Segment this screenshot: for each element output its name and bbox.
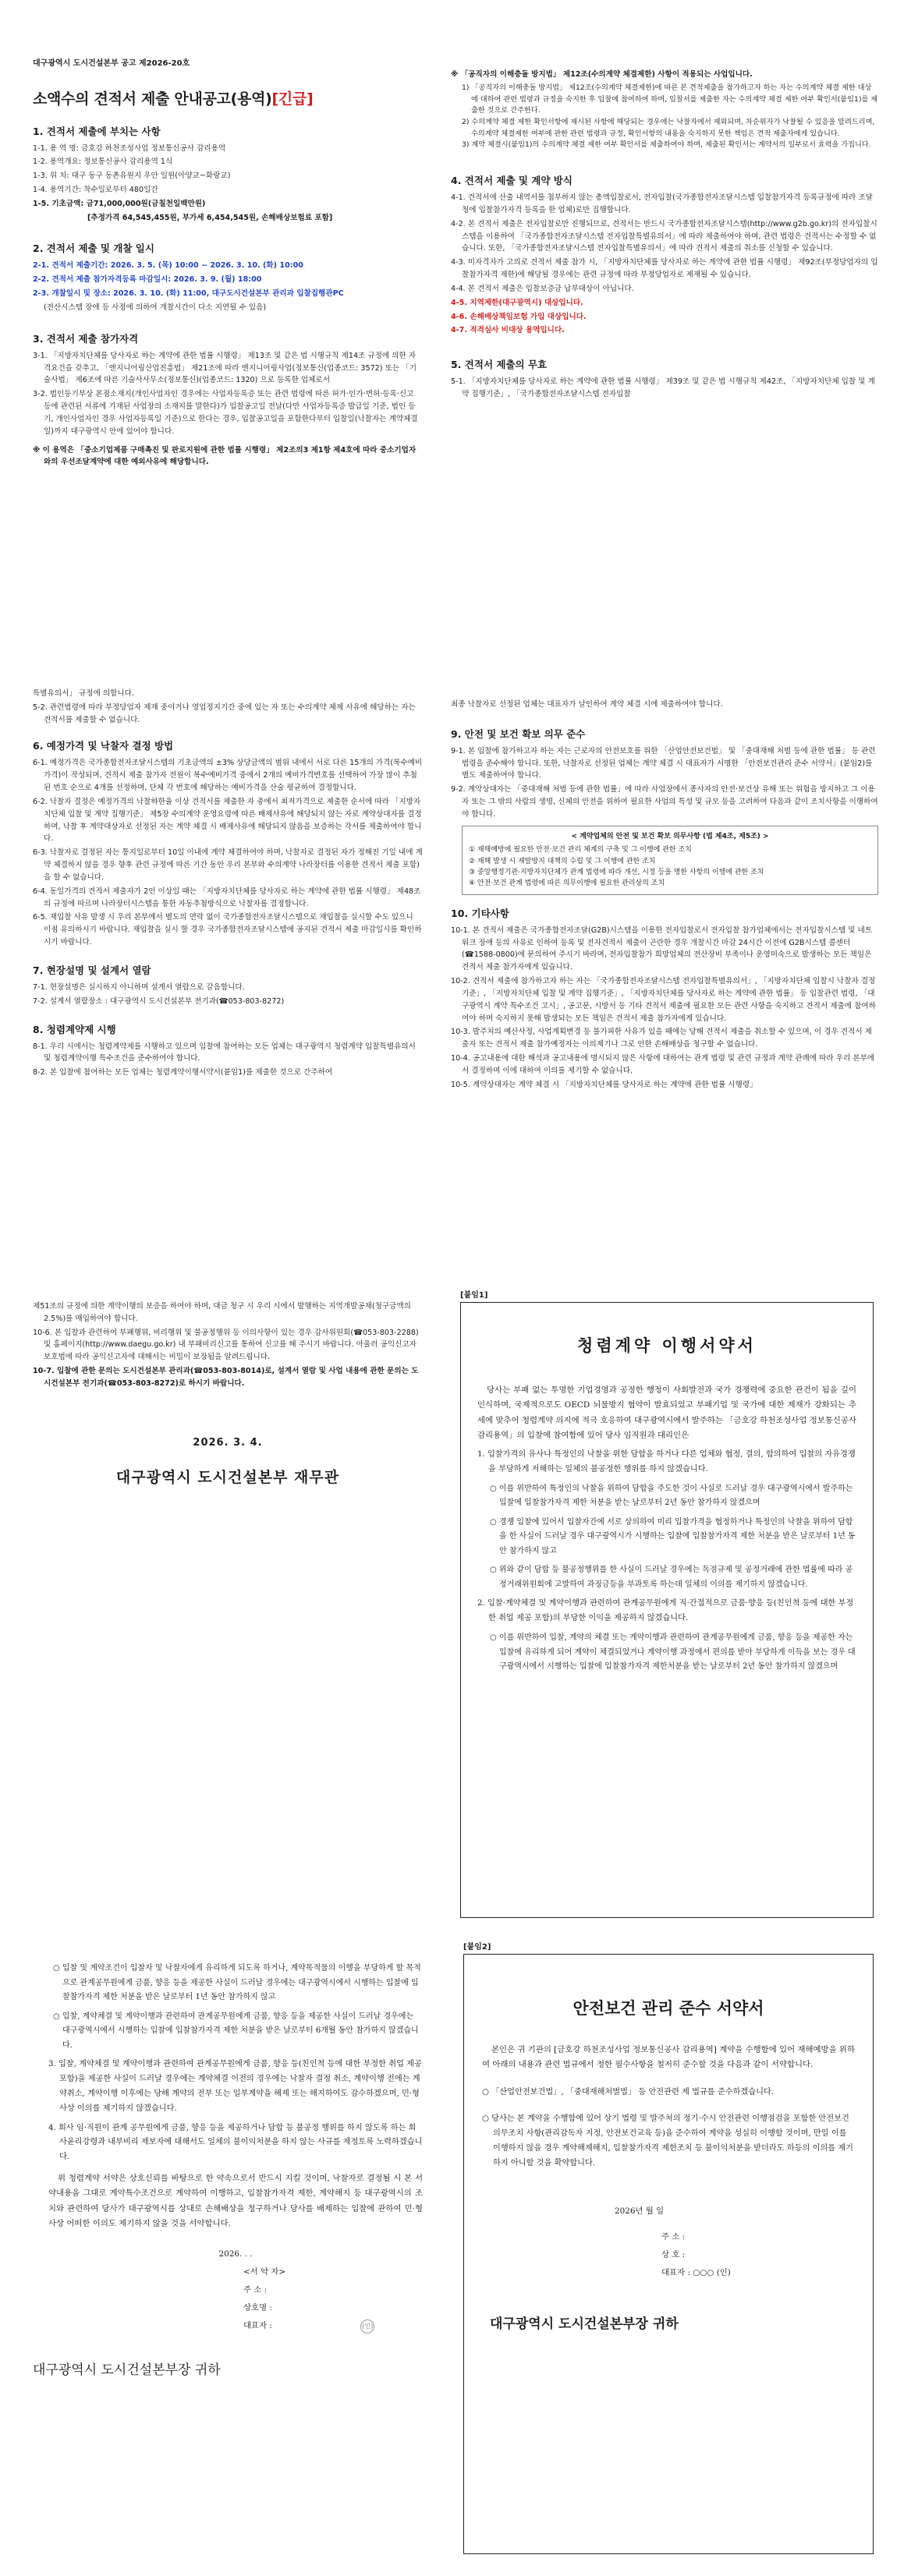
safety-pledge-item: ○ 당사는 본 계약을 수행함에 있어 상기 법령 및 발주처의 정기·수시 안전관련 이행점검을 포함한 안전보건 의무조치 사항(관리감독자 지정, 안전보건교육 등)을 준수하여 계약을 성실히 이행할 것이며, 만일 이를 이행하지 않을 경우 계약해제해지, 입찰참가자격 제한조치 등 불이익처분을 받더라도 하등의 이의를 제기하지 아니할 것을 확약합니다.	[482, 2114, 854, 2167]
section9-item: 9-1. 본 입찰에 참가하고자 하는 자는 근로자의 안전보호를 위한 「산업안전보건법」 및 「중대재해 처벌 등에 관한 법률」 등 관련 법령을 준수해야 합니다. 또한, 낙찰자로 선정된 업체는 계약 체결 시 대표자가 서명한 「안전보건관리 준수 서약서」(붙임2)를 별도 제출하여야 합니다.	[451, 746, 876, 780]
section4-item: 4-3. 미자격자가 고의로 견적서 제출 참가 시, 「지방자치단체를 당사자로 하는 계약에 관한 법률 시행령」 제92조(부정당업자의 입찰참가자격 제한)에 해당될 경우에는 관련 규정에 따라 부정당업자로 제재될 수 있습니다.	[451, 258, 878, 280]
page2-continuation: 특별유의서」 규정에 의합니다.	[33, 689, 134, 698]
section3-heading: 3. 견적서 제출 참가자격	[33, 332, 139, 345]
integrity-pledge-body	[477, 1324, 856, 1675]
section10-heading: 10. 기타사항	[451, 907, 509, 919]
section6-item: 6-3. 낙찰자로 결정된 자는 통지일로부터 10일 이내에 계약 체결하여야 하며, 낙찰자로 결정된 자가 정해진 기일 내에 계약 체결하지 않을 경우 향후 관련 규정에 따른 기간 동안 우리 본부와 수의계약 나라장터를 이용한 견적서 제출 포함)을 할 수 없습니다.	[33, 848, 423, 882]
safety-box-header: < 계약업체의 안전 및 보건 확보 의무사항 (법 제4조, 제5조) >	[571, 832, 769, 840]
safety-signer-rep: 대표자 : ○○○ (인)	[661, 2267, 731, 2277]
doc-number: 대구광역시 도시건설본부 공고 제2026-20호	[33, 59, 190, 68]
integrity-pledge-closing: 위 청렴계약 서약은 상호신뢰를 바탕으로 한 약속으로서 반드시 지킬 것이며, 낙찰자로 결정될 시 본 서약내용을 그대로 계약특수조건으로 계약하여 이행하고, 입찰참가자격 제한, 계약해지 등 대구광역시의 조치와 관련하여 당사가 대구광역시를 상대로 손해배상을 청구하거나 당사를 배제하는 입찰에 관하여 민·형사상 어떠한 이의도 제기하지 않을 것을 서약합니다.	[48, 2174, 423, 2228]
pledge-signer-title: <서 약 자>	[243, 2267, 286, 2277]
safety-box-line: ④ 안전·보건 관계 법령에 따른 의무이행에 필요한 관리상의 조치	[469, 879, 665, 888]
page4-right-column	[463, 1940, 874, 2333]
integrity-pledge-sub: ○ 입찰, 계약체결 및 계약이행과 관련하여 관계공무원에게 금품, 향응 등을 제공한 사실이 드러날 경우에는 대구광역시에서 시행하는 입찰에 입찰참가자격 제한 처분을 받은 날로부터 6개월 동안 참가하지 않겠습니다.	[53, 2012, 419, 2050]
section10-item: 10-3. 발주처의 예산사정, 사업계획변경 등 불가피한 사유가 있을 때에는 당해 견적서 제출을 취소할 수 있으며, 이 경우 견적서 제출자 또는 견적서 제출 참가예정자는 이의제기나 그로 인한 손해배상을 청구할 수 없습니다.	[451, 1028, 872, 1049]
section2-line: 2-1. 견적서 제출기간: 2026. 3. 5. (목) 10:00 ~ 2026. 3. 10. (화) 10:00	[33, 261, 303, 271]
section1-line: 1-1. 용 역 명: 금호강 하천조성사업 정보통신공사 감리용역	[33, 143, 226, 153]
page3-right-column	[460, 1288, 874, 1671]
base-price: 1-5. 기초금액: 금71,000,000원(금칠천일백만원)	[33, 199, 206, 208]
section3-notice: ※ 이 용역은 「중소기업제품 구매촉진 및 판로지원에 관한 법률 시행령」 제2조의3 제1항 제4호에 따라 중소기업자와의 우선조달계약에 대한 예외사유에 해당합니다.	[33, 445, 417, 467]
integrity-pledge-sub: ○ 입찰 및 계약조건이 입찰자 및 낙찰자에게 유리하게 되도록 하거나, 계약목적물의 이행을 부당하게 할 목적으로 관계공무원에게 금품, 향응 등을 제공한 사실이 드러날 경우에는 대구광역시에서 시행하는 입찰에 입찰참가자격 제한 처분을 받은 날로부터 1년 동안 참가하지 않고	[53, 1964, 421, 2001]
pledge-signer-rep	[243, 2317, 423, 2335]
safety-signer-block	[661, 2228, 855, 2282]
safety-pledge-intro: 본인은 귀 기관의 [금호강 하천조성사업 정보통신공사 감리용역] 계약을 수행함에 있어 재해예방을 위하여 아래의 내용과 관련 법규에서 정한 필수사항을 철저히 준수할 것을 다음과 같이 서약합니다.	[482, 2045, 856, 2070]
section7-item: 7-1. 현장설명은 실시하지 아니하며 설계서 열람으로 갈음합니다.	[33, 982, 245, 992]
pledge-signer-address: 주 소 :	[243, 2284, 268, 2295]
integrity-pledge-sub: ○ 이를 위반하여 특정인의 낙찰을 위하여 담합을 주도한 것이 사실로 드러날 경우 대구광역시에서 발주하는 입찰에 입찰참가자격 제한 처분을 받는 날로부터 2년 동안 참가하지 않겠으며	[490, 1484, 853, 1508]
safety-pledge-title: 안전보건 관리 준수 서약서	[572, 1999, 764, 2018]
integrity-pledge-sub: ○ 이를 위반하여 입찰, 계약의 체결 또는 계약이행과 관련하여 관계공무원에게 금품, 향응 등을 제공한 자는 입찰에 유리하게 되어 계약이 체결되었거나 계약이행 과정에서 편의를 받아 부당하게 이득을 보는 경우 대구광역시에서 시행하는 입찰에 입찰참가자격 제한처분을 받는 날로부터 2년 동안 참가하지 않겠으며	[490, 1633, 856, 1671]
page1-left-column	[33, 58, 423, 470]
page3-left-column	[33, 1300, 423, 1487]
section9-heading: 9. 안전 및 보건 확보 의무 준수	[451, 727, 586, 740]
section6-item: 6-5. 재입찰 사유 발생 시 우리 본부에서 별도의 연락 없이 국가종합전자조달시스템으로 재입찰을 실시할 수도 있으니 이점 유의하시기 바랍니다. 재입찰을 실시 할 경우 국가종합전자조달시스템에 공지된 견적서 제출 마감일시를 확인하시기 바랍니다.	[33, 913, 422, 947]
section10-item: 10-4. 공고내용에 대한 해석과 공고내용에 명시되지 않은 사항에 대하여는 관계 법령 및 관련 규정과 계약 관례에 따라 우리 본부에서 결정하며 이에 대하여 이의를 제기할 수 없습니다.	[451, 1054, 875, 1075]
notice-issuer: 대구광역시 도시건설본부 재무관	[115, 1468, 340, 1486]
section10-item: 10-6. 본 입찰과 관련하여 부패행위, 비리행위 및 불공정행위 등 이의사항이 있는 경우 감사위원회(☎053-803-2288) 및 홈페이지(http://www.daegu.go.kr) 내 부패비리신고를 통하여 신고를 해 주시기 바랍니다. 아울러 공익신고자보호법에 따라 공익신고자에 대해서는 비밀이 보장됨을 알려드립니다.	[33, 1328, 419, 1362]
integrity-pledge-intro: 당사는 부패 없는 투명한 기업경영과 공정한 행정이 사회발전과 국가 경쟁력에 중요한 관건이 됨을 깊이 인식하며, 국제적으로도 OECD 뇌물방지 협약이 발효되었고 부패기업 및 국가에 대한 제재가 강화되는 추세에 맞추어 청렴계약 의지에 적극 호응하여 대구광역시에서 발주하는 「금호강 하천조성사업 정보통신공사 감리용역」의 입찰에 참여함에 있어 당사 임직원과 대리인은	[477, 1385, 856, 1440]
integrity-pledge-item-2: 2. 입찰·계약체결 및 계약이행과 관련하여 관계공무원에게 직·간접적으로 금품·향응 등(친인척 등에 대한 부정한 취업 제공 포함)의 부당한 이익을 제공하지 않겠습니다.	[477, 1599, 854, 1623]
section4-red-item: 4-7. 적격심사 비대상 용역입니다.	[451, 326, 565, 335]
section3-item: 3-2. 법인등기부상 본점소재지(개인사업자인 경우에는 사업자등록증 또는 관련 법령에 따른 허가·인가·면허·등록·신고 등에 관련된 서류에 기재된 사업장의 소재지를 말한다)가 입찰공고일 전날(다만 사업자등록증 발급일 기준, 법인 등기, 개인사업자인 경우 사업자등록일 기준)으로 한다는 경우, 입찰공고일을 포함한다부터 입찰일(낙찰자는 계약체결일)까지 대구광역시 안에 있어야 합니다.	[33, 390, 418, 436]
section1-line: 1-4. 용역기간: 착수일로부터 480일간	[33, 185, 158, 194]
integrity-pledge-item: 1. 입찰가격의 유사나 특정인의 낙찰을 위한 담합을 하거나 다른 업체와 협정, 결의, 합의하여 입찰의 자유경쟁을 부당하게 저해하는 일체의 불공정한 행위를 하지 않겠습니다.	[477, 1450, 856, 1474]
page-4	[0, 1926, 911, 2576]
conflict-interest-note: ※ 「공직자의 이해충돌 방지법」 제12조(수의계약 체결제한) 사항이 적용되는 사업입니다.	[451, 70, 753, 79]
notice-title-text: 소액수의 견적서 제출 안내공고(용역)	[33, 90, 272, 108]
section4-red-item: 4-6. 손해배상책임보험 가입 대상입니다.	[451, 312, 587, 321]
section9-item: 9-2. 계약상대자는 「중대재해 처벌 등에 관한 법률」에 따라 사업장에서 종사자의 안전·보건상 유해 또는 위험을 방지하고 그 이용자 또는 그 밖의 사람의 생명, 신체의 안전을 위하여 필요한 사업의 특성 및 규모 등을 고려하여 다음과 같이 조치사항을 이행하여야 합니다.	[451, 785, 878, 819]
section2-note: (전산시스템 장애 등 사정에 의하여 개찰시간이 다소 지연될 수 있음)	[44, 303, 267, 312]
safety-addressee: 대구광역시 도시건설본부장 귀하	[490, 2316, 679, 2333]
section10-item: 10-7. 입찰에 관한 문의는 도시건설본부 관리과(☎053-803-8014)로, 설계서 열람 및 사업 내용에 관한 문의는 도시건설본부 전기과(☎053-803-8272)로 하시기 바랍니다.	[33, 1367, 419, 1388]
section2-heading: 2. 견적서 제출 및 개찰 일시	[33, 242, 154, 255]
page2-left-column	[33, 688, 423, 1081]
seal-mark-icon: (인)	[360, 2319, 374, 2334]
integrity-pledge-item	[477, 1597, 856, 1626]
attachment2-label: [붙임2]	[463, 1943, 491, 1951]
safety-box-line: ③ 중앙행정기관·지방자치단체가 관계 법령에 따라 개선, 시정 등을 명한 사항의 이행에 관한 조치	[469, 868, 764, 876]
integrity-pledge-item: 4. 회사 임·직원이 관계 공무원에게 금품, 향응 등을 제공하거나 담합 등 불공정 행위를 하지 않도록 하는 회사윤리강령과 내부비리 제보자에 대해서도 일체의 불이익처분을 하지 않는 사규를 제정토록 노력하겠습니다.	[48, 2123, 423, 2162]
pledge-signer-block	[243, 2263, 423, 2335]
safety-pledge-body	[482, 1977, 855, 2332]
section6-item: 6-1. 예정가격은 국가종합전자조달시스템의 기초금액의 ±3% 상당금액의 범위 내에서 서로 다른 15개의 가격(복수예비가격)이 작성되며, 견적서 제출 참가자 전원이 복수예비가격 중에서 2개의 예비가격번호를 선택하여 가장 많이 추첨된 번호 순으로 4개를 선정하며, 단체 각 번호에 해당하는 예비가격을 산술 평균하여 결정합니다.	[33, 759, 423, 793]
integrity-pledge-item: 3. 입찰, 계약체결 및 계약이행과 관련하여 관계공무원에게 금품, 향응 등(친인척 등에 대한 부정한 취업 제공 포함)을 제공한 사실이 드러날 경우에는 계약체결 이전의 경우에는 낙찰자 결정 취소, 계약이행 전에는 계약취소, 계약이행 이후에는 당해 계약의 전부 또는 일부계약을 해제 또는 해지하여도 감수하겠으며, 민·형사상 이의를 제기하지 않겠습니다.	[48, 2060, 422, 2113]
page-3	[0, 1271, 911, 1926]
conflict-item: 2) 수의계약 체결 제한 확인서항에 제시된 사항에 해당되는 경우에는 낙찰자에서 제외되며, 차순위자가 낙찰될 수 있음을 알려드리며, 수의계약 체결제한 여부에 관한 관련 법령과 규정, 확인서항의 내용을 숙지하지 못한 책임은 견적 제출자에게 있습니다.	[462, 117, 875, 138]
page-1	[0, 0, 911, 632]
integrity-pledge-title: 청렴계약 이행서약서	[577, 1336, 757, 1355]
page-2	[0, 632, 911, 1271]
page2-right-continuation: 최종 낙찰자로 선정된 업체는 대표자가 날인하여 계약 체결 시에 제출하여야 합니다.	[451, 700, 723, 709]
section2-line: 2-2. 견적서 제출 참가자격등록 마감일시: 2026. 3. 9. (월) 18:00	[33, 275, 262, 285]
safety-signer-address: 주 소 :	[661, 2231, 686, 2242]
notice-date: 2026. 3. 4.	[193, 1436, 263, 1449]
section4-item: 4-2. 본 견적서 제출은 전자입찰로만 진행되므로, 견적서는 반드시 국가종합전자조달시스템(http://www.g2b.go.kr)의 전자입찰시스템을 이용하여 「국가종합전자조달시스템 전자입찰특별유의서」에 따라 제출하여야 하며, 관련 법령은 견적서는 수정할 수 없습니다. 또한, 「국가종합전자조달시스템 전자입찰특별유의서」에 따라 견적서 제출의 취소를 신청할 수 있습니다.	[451, 219, 877, 253]
page1-right-column	[451, 69, 878, 402]
section4-heading: 4. 견적서 제출 및 계약 방식	[451, 175, 572, 187]
notice-title	[33, 87, 423, 108]
integrity-pledge-sub: ○ 경쟁 입찰에 있어서 입찰자간에 서로 상의하여 미리 입찰가격을 협정하거나 특정인의 낙찰을 위하여 담합을 한 사실이 드러날 경우 대구광역시가 시행하는 입찰에 입찰참가자격 제한 처분을 받은 날로부터 1년 동안 참가하지 않고	[490, 1517, 856, 1555]
section5-item: 5-2. 관련법령에 따라 부정당업자 제재 중이거나 영업정지기간 중에 있는 자 또는 수의계약 체제 사유에 해당하는 자는 견적서를 제출할 수 없습니다.	[33, 702, 416, 724]
attachment1-label: [붙임1]	[460, 1291, 488, 1300]
safety-sign-date: 2026년 월 일	[615, 2206, 665, 2216]
section1-line: 1-3. 위 치: 대구 동구 동촌유원지 우안 일원(아양교~화랑교)	[33, 172, 231, 181]
section4-red-item: 4-5. 지역제한(대구광역시) 대상입니다.	[451, 298, 583, 307]
section10-item: 10-2. 견적서 제출에 참가하고자 하는 자는 「국가종합전자조달시스템 전자입찰특별유의서」, 「지방자치단체 입찰시 낙찰자 결정기준」, 「지방자치단체 입찰 및 계약 집행기준」, 「지방자치단체를 당사자로 하는 계약에 관한 법률」 등 입찰관련 법령, 「대구광역시 계약 특수조건 고시」, 공고문, 시방서 등 기타 견적서 제출에 필요한 모든 관련 사항을 숙지하고 견적서 제출에 참여하여야 하며 숙지하지 못해 발생되는 모든 책임은 견적서 제출 참가자에게 있습니다.	[451, 977, 876, 1023]
page3-continuation: 제51조의 규정에 의한 계약이행의 보증을 하여야 하며, 대금 청구 시 우리 시에서 발행하는 지역개발공채(청구금액의 2.5%)를 매입하여야 합니다.	[33, 1302, 411, 1323]
pledge-signer-company: 상호명 :	[243, 2302, 272, 2312]
safety-pledge-item: ○ 「산업안전보건법」, 「중대재해처벌법」 등 안전관련 제 법규를 준수하겠습니다.	[482, 2087, 775, 2097]
section5-item: 5-1. 「지방자치단체를 당사자로 하는 계약에 관한 법률 시행령」 제39조 및 같은 법 시행규칙 제42조, 「지방자치단체 입찰 및 계약 집행기준」, 「국가종합전자조달시스템 전자입찰	[451, 377, 875, 399]
section4-item: 4-4. 본 견적서 제출은 입찰보증금 납부대상이 아닙니다.	[451, 284, 634, 293]
page2-right-column	[451, 699, 878, 1093]
section10-item: 10-1. 본 견적서 제출은 국가종합전자조달(G2B)시스템을 이용한 전자입찰로서 전자입찰 참가업체에서는 전자입찰시스템 및 네트워크 장애 등의 사유로 인하여 등록 및 전자견적서 제출이 곤란한 경우 개찰시간 마감 24시간 이전에 G2B시스템 콜센터(☎1588-0800)에 문의하여 주시기 바라며, 전자입찰참가 희망업체의 전산장비 부족이나 운영미숙으로 발생하는 모든 책임은 견적서 제출 참가자에게 있습니다.	[451, 925, 873, 972]
section7-item: 7-2. 설계서 열람장소 : 대구광역시 도시건설본부 전기과(☎053-803-8272)	[33, 996, 285, 1006]
section5-heading: 5. 견적서 제출의 무효	[451, 359, 548, 371]
section8-heading: 8. 청렴계약제 시행	[33, 1023, 116, 1035]
section6-item: 6-4. 동일가격의 견적서 제출자가 2인 이상일 때는 「지방자치단체를 당사자로 하는 계약에 관한 법률 시행령」 제48조의 규정에 따르며 나라장터시스템을 통한 자동추첨방식으로 낙찰자를 결정합니다.	[33, 886, 421, 908]
base-price-detail: [추정가격 64,545,455원, 부가세 6,454,545원, 손해배상보험료 포함]	[87, 213, 333, 222]
section1-heading: 1. 견적서 제출에 부치는 사항	[33, 125, 161, 137]
pledge-addressee: 대구광역시 도시건설본부장 귀하	[33, 2362, 221, 2378]
section3-item: 3-1. 「지방자치단체를 당사자로 하는 계약에 관한 법률 시행령」 제13조 및 같은 법 시행규칙 제14조 규정에 의한 자격요건을 갖추고, 「엔지니어링산업진흥법」 제21조에 따라 엔지니어링사업(정보통신(업종코드: 3572) 또는 「기술사법」 제6조에 따른 기술사사무소(정보통신)(업종코드: 1320) 으로 등록한 업체로서	[33, 351, 417, 385]
section2-line: 2-3. 개찰일시 및 장소: 2026. 3. 10. (화) 11:00, 대구도시건설본부 관리과 입찰집행관PC	[33, 289, 344, 299]
safety-signer-company: 상 호 :	[661, 2249, 686, 2259]
conflict-item: 3) 계약 체결시(붙임1)의 수의계약 체결 제한 여부 확인서를 제출하여야 하며, 제출된 확인서는 계약서의 일부로서 효력을 가집니다.	[462, 140, 871, 150]
section4-item: 4-1. 견적서에 산출 내역서를 첨부하지 않는 총액입찰로서, 전자입찰(국가종합전자조달시스템 입찰참가자격 등록규정에 따라 조달청에 입찰참가자격 등록을 한 업체)로만 집행합니다.	[451, 193, 873, 214]
section10-item: 10-5. 계약상대자는 계약 체결 시 「지방자치단체를 당사자로 하는 계약에 관한 법률 시행령」	[451, 1080, 757, 1089]
section1-line: 1-2. 용역개요: 정보통신공사 감리용역 1식	[33, 157, 173, 167]
section8-item: 8-2. 본 입찰에 참여하는 모든 업체는 청렴계약이행서약서(붙임1)를 제출한 것으로 간주하여	[33, 1068, 333, 1077]
section7-heading: 7. 현장설명 및 설계서 열람	[33, 964, 151, 976]
integrity-pledge-sub: ○ 위와 같이 담합 등 불공정행위를 한 사실이 드러날 경우에는 독점규제 및 공정거래에 관한 법률에 따라 공정거래위원회에 고발하여 과징금등을 부과토록 하는데 일체의 이의를 제기하지 않겠습니다.	[490, 1566, 853, 1589]
pledge-sign-date: 2026. . .	[218, 2249, 253, 2259]
conflict-item: 1) 「공직자의 이해충돌 방지법」 제12조(수의계약 체결제한)에 따른 본 견적제출을 참가하고자 하는 자는 수의계약 체결 제한 대상에 대하여 관련 법령과 규정을 숙지한 후 입찰에 참여하여 하며, 입찰서를 제출한 자는 수의계약 체결 제한 여부 확인서(붙임1)를 제출한 것으로 간주한다.	[462, 83, 878, 115]
section6-heading: 6. 예정가격 및 낙찰자 결정 방법	[33, 740, 174, 752]
section6-item: 6-2. 낙찰자 결정은 예정가격의 낙찰하한율 이상 견적서를 제출한 자 중에서 최저가격으로 제출한 순서에 따라 「지방자치단체 입찰 및 계약 집행기준」 제5장 수의계약 운영요령에 따른 배제사유에 해당되지 않는 자로 계약상대자를 결정하며, 낙찰 후 계약대상자로 선정된 자는 계약 체결 시 배제사유에 해당되지 않음을 보증하는 각서를 제출하여야 합니다.	[33, 797, 422, 844]
page4-left-column	[33, 1957, 423, 2378]
safety-box-line: ① 재해예방에 필요한 안전·보건 관리 체계의 구축 및 그 이행에 관한 조치	[469, 846, 692, 855]
section8-item: 8-1. 우리 시에서는 청렴계약제를 시행하고 있으며 입찰에 참여하는 모든 업체는 대구광역시 청렴계약 입찰특별유의서 및 청렴계약이행 특수조건을 준수하여야 합니다.	[33, 1042, 416, 1063]
urgent-tag: [긴급]	[271, 90, 314, 108]
safety-box-line: ② 재해 발생 시 재발방지 대책의 수립 및 그 이행에 관한 조치	[469, 857, 656, 865]
pledge-signer-rep-label: 대표자 :	[243, 2320, 272, 2330]
safety-obligations-box	[462, 826, 878, 895]
